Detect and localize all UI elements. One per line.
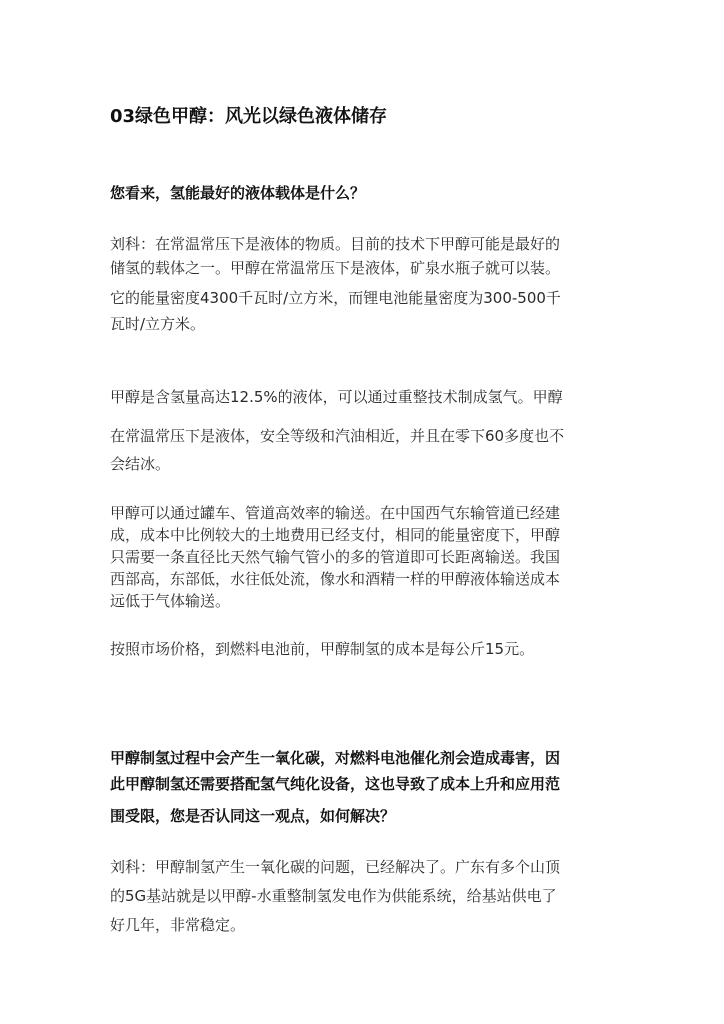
answer-1-line: 储氢的载体之一。甲醇在常温常压下是液体，矿泉水瓶子就可以装。: [110, 259, 561, 277]
section-title: 03绿色甲醇：风光以绿色液体储存: [110, 106, 388, 127]
paragraph-3-line: 远低于气体输送。: [110, 592, 231, 610]
paragraph-2-line: 在常温常压下是液体，安全等级和汽油相近，并且在零下60多度也不: [110, 427, 565, 445]
paragraph-2-continued: [110, 424, 616, 476]
answer-2-line: 的5G基站就是以甲醇-水重整制氢发电作为供能系统，给基站供电了: [110, 887, 557, 905]
answer-1-line: 刘科：在常温常压下是液体的物质。目前的技术下甲醇可能是最好的: [110, 235, 561, 253]
answer-2-line: 刘科：甲醇制氢产生一氧化碳的问题，已经解决了。广东有多个山顶: [110, 858, 561, 876]
paragraph-2-line: 甲醇是含氢量高达12.5%的液体，可以通过重整技术制成氢气。甲醇: [110, 388, 563, 406]
paragraph-3-line: 只需要一条直径比天然气输气管小的多的管道即可长距离输送。我国: [110, 548, 561, 566]
answer-1-line: 它的能量密度4300千瓦时/立方米，而锂电池能量密度为300-500千: [110, 289, 561, 307]
paragraph-3-line: 成，成本中比例较大的土地费用已经支付，相同的能量密度下，甲醇: [110, 526, 561, 544]
answer-1: [110, 232, 616, 310]
answer-1-tail: 瓦时/立方米。: [110, 315, 206, 333]
paragraph-3-line: 西部高，东部低，水往低处流，像水和酒精一样的甲醇液体输送成本: [110, 570, 561, 588]
paragraph-2: [110, 385, 616, 409]
answer-2: [110, 853, 616, 940]
paragraph-3-line: 甲醇可以通过罐车、管道高效率的输送。在中国西气东输管道已经建: [110, 504, 561, 522]
question-2-line: 围受限，您是否认同这一观点，如何解决？: [110, 807, 396, 825]
question-2-line: 此甲醇制氢还需要搭配氢气纯化设备，这也导致了成本上升和应用范: [110, 775, 561, 793]
paragraph-2-line: 会结冰。: [110, 455, 171, 473]
paragraph-4: 按照市场价格，到燃料电池前，甲醇制氢的成本是每公斤15元。: [110, 640, 535, 658]
paragraph-3: [110, 502, 616, 612]
question-1: 您看来，氢能最好的液体载体是什么？: [110, 184, 366, 202]
answer-2-line: 好几年，非常稳定。: [110, 916, 246, 934]
question-2: [110, 745, 616, 829]
question-2-line: 甲醇制氢过程中会产生一氧化碳，对燃料电池催化剂会造成毒害，因: [110, 749, 561, 767]
